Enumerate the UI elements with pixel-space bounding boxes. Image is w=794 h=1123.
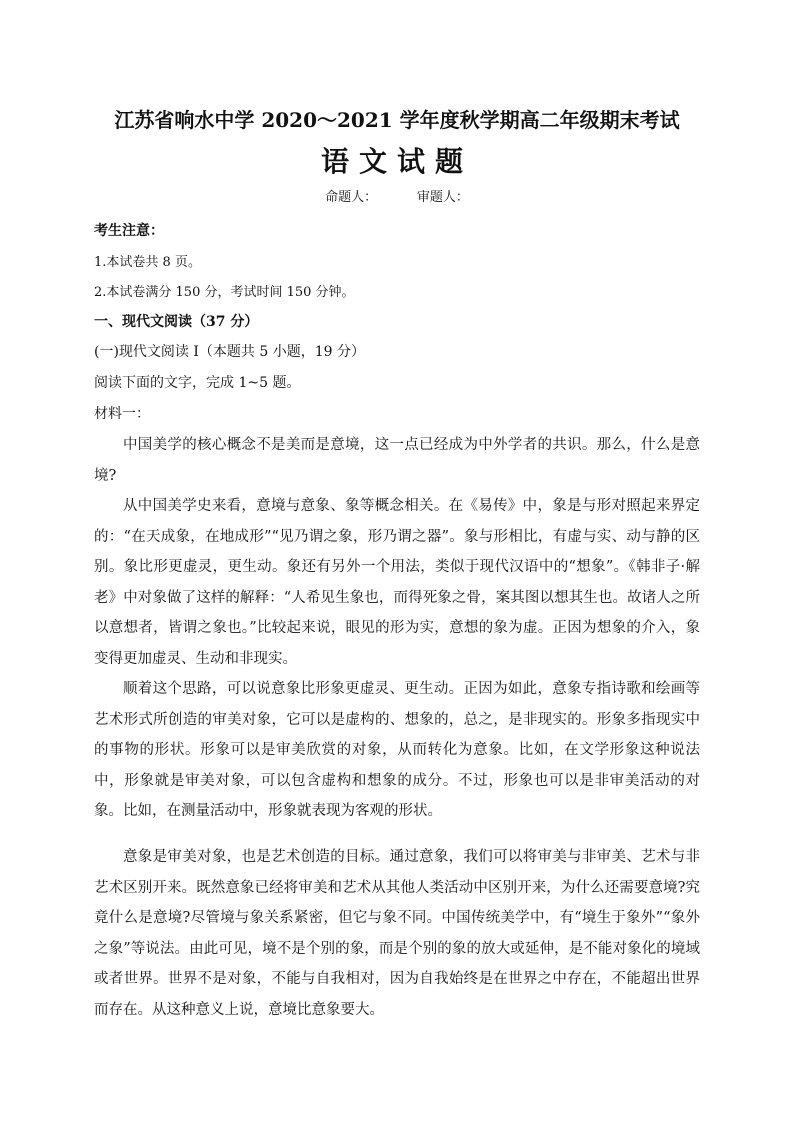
- notice-heading: 考生注意：: [94, 223, 164, 239]
- reading-instruction: 阅读下面的文字，完成 1~5 题。: [94, 375, 301, 391]
- paragraph-4: 意象是审美对象，也是艺术创造的目标。通过意象，我们可以将审美与非审美、艺术与非艺术区别开来。既然意象已经将审美和艺术从其他人类活动中区别开来，为什么还需要意境?究竟什么是意境?尽管境与象关系紧密，但它与象不同。中国传统美学中，有“境生于象外”“象外之象”等说法。由此可见，境不是个别的象，而是个别的象的放大或延伸，是不能对象化的境域或者世界。世界不是对象，不能与自我相对，因为自我始终是在世界之中存在，不能超出世界而存在。从这种意义上说，意境比意象要大。: [94, 849, 700, 1018]
- maker-line: [0, 186, 794, 205]
- paragraph-1: 中国美学的核心概念不是美而是意境，这一点已经成为中外学者的共识。那么，什么是意境?: [94, 437, 700, 484]
- sub-section-heading: (一)现代文阅读 I（本题共 5 小题，19 分）: [94, 344, 365, 360]
- subject-title: 语文试题: [320, 145, 473, 178]
- material-label: 材料一：: [94, 406, 150, 422]
- section-heading: 一、现代文阅读（37 分）: [94, 314, 259, 330]
- notice-item-score-time: 2.本试卷满分 150 分，考试时间 150 分钟。: [94, 285, 355, 300]
- notice-item-pages: 1.本试卷共 8 页。: [94, 255, 201, 270]
- question-maker-label: 命题人：: [325, 189, 378, 204]
- paragraph-2: 从中国美学史来看，意境与意象、象等概念相关。在《易传》中，象是与形对照起来界定的：“在天成象，在地成形”“见乃谓之象，形乃谓之器”。象与形相比，有虚与实、动与静的区别。象比形更虚灵，更生动。象还有另外一个用法，类似于现代汉语中的“想象”。《韩非子·解老》中对象做了这样的解释：“人希见生象也，而得死象之骨，案其图以想其生也。故诸人之所以意想者，皆谓之象也。”比较起来说，眼见的形为实，意想的象为虚。正因为想象的介入，象变得更加虚灵、生动和非现实。: [94, 498, 700, 667]
- school-exam-title: 江苏省响水中学 2020～2021 学年度秋学期高二年级期末考试: [114, 108, 680, 132]
- reviewer-label: 审题人：: [416, 189, 469, 204]
- paragraph-3: 顺着这个思路，可以说意象比形象更虚灵、更生动。正因为如此，意象专指诗歌和绘画等艺术形式所创造的审美对象，它可以是虚构的、想象的，总之，是非现实的。形象多指现实中的事物的形状。形象可以是审美欣赏的对象，从而转化为意象。比如，在文学形象这种说法中，形象就是审美对象，可以包含虚构和想象的成分。不过，形象也可以是非审美活动的对象。比如，在测量活动中，形象就表现为客观的形状。: [94, 681, 700, 819]
